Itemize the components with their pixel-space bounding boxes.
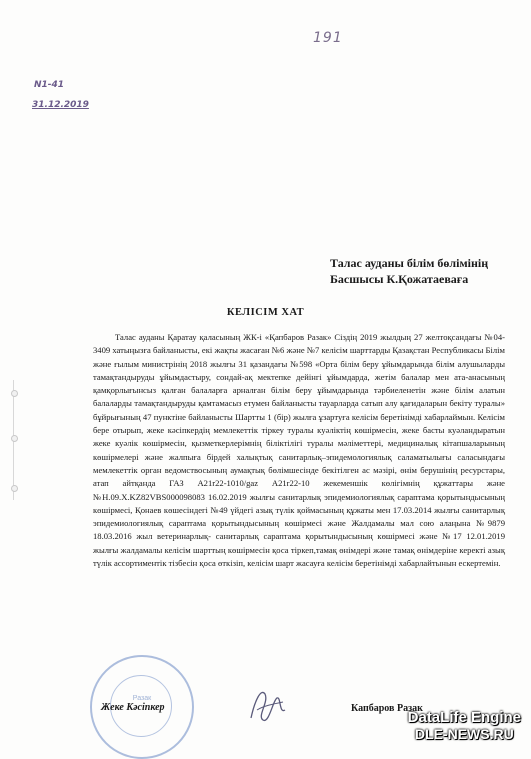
- watermark-line-1: DataLife Engine: [407, 709, 521, 726]
- addressee-line-1: Талас ауданы білім бөлімінің: [330, 256, 489, 270]
- body-paragraph: Талас ауданы Қаратау қаласының ЖК-і «Қапбаров Разак» Сіздің 2019 жылдың 27 желтоқсандағы №04-3409 хатыңызға байланысты, екі жақты жасаған №6 және №7 келісім шарттарды Қазақстан Республикасы Білім және ғылым министрінің 2018 жылғы 31 қазандағы №598 «Орта білім беру ұйымдарында білім алушыларды тамақтандыруды ұйымдастыру, сондай-ақ мектепке дейінгі ұйымдарда, жетім балалар мен ата-анасының қамқорлығынсыз қалған балаларға арналған білім беру ұйымдарында тәрбиеленетін және білім алатын балаларды тамақтандыруды қамтамасыз етумен байланысты тауарларда сатып алу қағидаларын бекіту туралы» бұйрығының 47 пунктіне байланысты Шартты 1 (бір) жылға ұзартуға келісім беретінімді хабарлаймын. Келісім бере отырып, жеке кәсіпкердің мемлекеттік тіркеу туралы куәліктің көшірмесін, жеке басты куәландыратын жеке куәлік көшірмесін, қызметкерлерімнің біліктілігі туралы мәліметтері, медициналық кітапшаларының көшірмелері және жалпыға бірдей халықтық санитарлық–эпидемологиялық саламатылығы саласындағы мемлекеттік орган ведомствосының аумақтық бөлімшесінде бекітілген ас мәзірі, өнім берушінің ресурстары, атап айтқанда ГАЗ А21r22-1010/gaz А21r22-10 жекеменшік көлігімнің құжаттары және №Н.09.Х.KZ82VBS000098083 16.02.2019 жылғы санитарлық эпидемиологиялық сараптама қорытындысының көшірмесі, Қонаев көшесіндегі №49 үйдегі азық түлік қоймасының құжаты мен 17.03.2014 жылғы санитарлық эпидемиологиялық сараптама қорытындысының көшірмесі және Жалдамалы мал сою алаңына №9879 18.03.2016 жыл ветеринарлық- санитарлық сараптама қорытындысының көшірмесі және №17 12.01.2019 жылғы жалдамалы келісім шарттың көшірмесін қоса тіркеп,тамақ өнімдері және тамақ өнімдеріне керекті азық түлік ассортиментік тізбесін қоса өткізіп, келісім шарт жасауға келісім беретінімді хабарлайтынын ескертемін.: [93, 332, 505, 569]
- registration-date: 31.12.2019: [32, 100, 89, 110]
- signer-name: Капбаров Разак: [351, 703, 423, 714]
- addressee-block: [330, 255, 520, 287]
- binding-holes: [11, 380, 17, 500]
- addressee-line-2: Басшысы К.Қожатаеваға: [330, 272, 469, 286]
- site-watermark: [408, 709, 521, 742]
- registration-number: N1-41: [34, 80, 65, 90]
- document-title: КЕЛІСІМ ХАТ: [226, 307, 305, 318]
- watermark-line-2: DLE-NEWS.RU: [414, 726, 514, 742]
- seal-text: Разак: [132, 695, 152, 702]
- handwritten-signature: [243, 680, 293, 730]
- stamp-number: 191: [313, 30, 343, 46]
- body-text: [93, 331, 505, 570]
- signer-role: Жеке Кәсіпкер: [101, 702, 165, 713]
- binding-hole: [11, 485, 18, 492]
- binding-hole: [11, 390, 18, 397]
- binding-hole: [11, 435, 18, 442]
